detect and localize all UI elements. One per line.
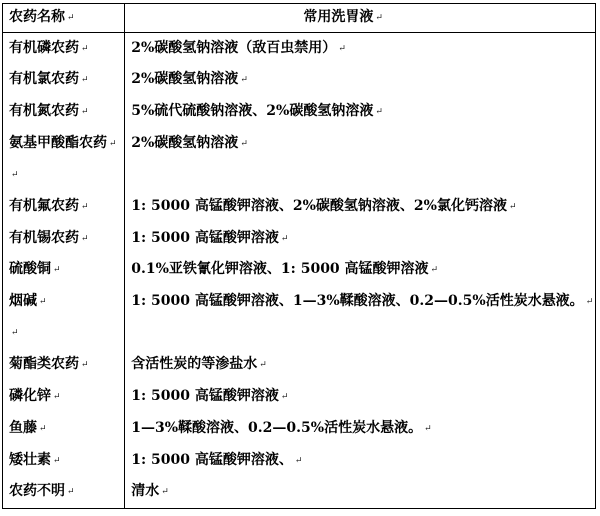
paragraph-mark-icon: ↵ <box>375 13 383 23</box>
lavage-solution: 1: 5000 高锰酸钾溶液、2%碳酸氢钠溶液、2%氯化钙溶液 <box>131 198 507 215</box>
paragraph-mark-icon: ↵ <box>81 233 89 244</box>
pesticide-name: 磷化锌 <box>9 388 51 405</box>
paragraph-mark-icon: ↵ <box>280 233 289 244</box>
pesticide-name: 硫酸铜 <box>9 261 51 278</box>
pesticide-name: 有机氟农药 <box>9 198 79 215</box>
paragraph-mark-icon: ↵ <box>585 297 594 308</box>
paragraph-mark-icon: ↵ <box>424 423 432 434</box>
name-cell <box>3 286 125 349</box>
solution-cell <box>125 32 596 64</box>
header-cell-solution <box>125 4 596 33</box>
paragraph-mark-icon: ↵ <box>67 13 75 23</box>
paragraph-mark-icon: ↵ <box>53 265 61 276</box>
table-header-row <box>3 4 596 33</box>
table-row <box>3 381 596 413</box>
paragraph-mark-icon: ↵ <box>81 75 89 86</box>
pesticide-name: 氨基甲酸酯农药 <box>9 134 107 151</box>
table-row <box>3 349 596 381</box>
paragraph-mark-icon: ↵ <box>53 455 61 466</box>
solution-cell <box>125 64 596 96</box>
table-row <box>3 32 596 64</box>
paragraph-mark-icon: ↵ <box>259 360 267 371</box>
name-cell <box>3 413 125 445</box>
pesticide-name: 矮壮素 <box>9 451 51 468</box>
name-cell <box>3 476 125 508</box>
paragraph-mark-icon: ↵ <box>81 106 89 117</box>
paragraph-mark-icon: ↵ <box>280 392 289 403</box>
header-name-text: 农药名称 <box>9 9 65 25</box>
lavage-solution: 1—3%鞣酸溶液、0.2—0.5%活性炭水悬液。 <box>131 419 423 436</box>
table-row <box>3 191 596 223</box>
solution-cell <box>125 223 596 255</box>
solution-cell <box>125 128 596 160</box>
name-cell <box>3 96 125 128</box>
pesticide-name: 有机锡农药 <box>9 229 79 246</box>
name-cell <box>3 223 125 255</box>
solution-cell <box>125 413 596 445</box>
paragraph-mark-icon: ↵ <box>338 43 346 54</box>
paragraph-mark-icon: ↵ <box>430 265 439 276</box>
paragraph-mark-icon: ↵ <box>240 138 248 149</box>
paragraph-mark-icon: ↵ <box>375 106 383 117</box>
solution-cell <box>125 286 596 349</box>
table-row <box>3 128 596 160</box>
name-cell <box>3 159 125 191</box>
lavage-solution: 2%碳酸氢钠溶液 <box>131 134 239 151</box>
solution-cell <box>125 381 596 413</box>
header-cell-name <box>3 4 125 33</box>
lavage-solution: 1: 5000 高锰酸钾溶液、 <box>131 451 293 468</box>
lavage-solution: 清水 <box>131 483 160 500</box>
paragraph-mark-icon: ↵ <box>39 297 47 308</box>
paragraph-mark-icon: ↵ <box>11 328 19 339</box>
pesticide-gastric-lavage-table <box>2 3 596 509</box>
solution-cell <box>125 159 596 191</box>
paragraph-mark-icon: ↵ <box>81 43 89 54</box>
pesticide-name: 烟碱 <box>9 293 37 310</box>
paragraph-mark-icon: ↵ <box>81 202 89 213</box>
solution-cell <box>125 254 596 286</box>
pesticide-name: 有机氯农药 <box>9 71 79 88</box>
paragraph-mark-icon: ↵ <box>67 487 75 498</box>
paragraph-mark-icon: ↵ <box>294 455 303 466</box>
pesticide-name: 农药不明 <box>9 483 65 500</box>
pesticide-name: 有机磷农药 <box>9 39 79 56</box>
header-solution-text: 常用洗胃液 <box>303 9 374 25</box>
table-row <box>3 254 596 286</box>
table-row <box>3 413 596 445</box>
paragraph-mark-icon: ↵ <box>240 75 248 86</box>
name-cell <box>3 32 125 64</box>
solution-cell <box>125 349 596 381</box>
table-row <box>3 223 596 255</box>
lavage-solution: 1: 5000 高锰酸钾溶液 <box>131 388 279 405</box>
solution-cell <box>125 476 596 508</box>
name-cell <box>3 64 125 96</box>
name-cell <box>3 254 125 286</box>
paragraph-mark-icon: ↵ <box>508 202 517 213</box>
table-row <box>3 445 596 477</box>
lavage-solution: 1: 5000 高锰酸钾溶液 <box>131 229 279 246</box>
name-cell <box>3 128 125 160</box>
solution-cell <box>125 96 596 128</box>
paragraph-mark-icon: ↵ <box>161 487 169 498</box>
paragraph-mark-icon: ↵ <box>39 423 47 434</box>
table-row <box>3 64 596 96</box>
lavage-solution: 2%碳酸氢钠溶液（敌百虫禁用） <box>131 39 337 56</box>
name-cell <box>3 445 125 477</box>
paragraph-mark-icon: ↵ <box>81 360 89 371</box>
lavage-solution: 0.1%亚铁氰化钾溶液、1: 5000 高锰酸钾溶液 <box>131 261 429 278</box>
solution-cell <box>125 445 596 477</box>
name-cell <box>3 381 125 413</box>
table-row <box>3 476 596 508</box>
table-row <box>3 96 596 128</box>
lavage-solution: 1: 5000 高锰酸钾溶液、1—3%鞣酸溶液、0.2—0.5%活性炭水悬液。 <box>131 293 584 310</box>
pesticide-name: 鱼藤 <box>9 419 37 436</box>
lavage-solution: 5%硫代硫酸钠溶液、2%碳酸氢钠溶液 <box>131 102 374 119</box>
name-cell <box>3 349 125 381</box>
paragraph-mark-icon: ↵ <box>53 392 61 403</box>
paragraph-mark-icon: ↵ <box>11 170 19 181</box>
pesticide-name: 菊酯类农药 <box>9 356 79 373</box>
paragraph-mark-icon: ↵ <box>109 138 117 149</box>
lavage-solution: 2%碳酸氢钠溶液 <box>131 71 239 88</box>
lavage-solution: 含活性炭的等渗盐水 <box>131 356 258 373</box>
table-row <box>3 286 596 349</box>
table-row-blank <box>3 159 596 191</box>
name-cell <box>3 191 125 223</box>
pesticide-name: 有机氮农药 <box>9 102 79 119</box>
solution-cell <box>125 191 596 223</box>
